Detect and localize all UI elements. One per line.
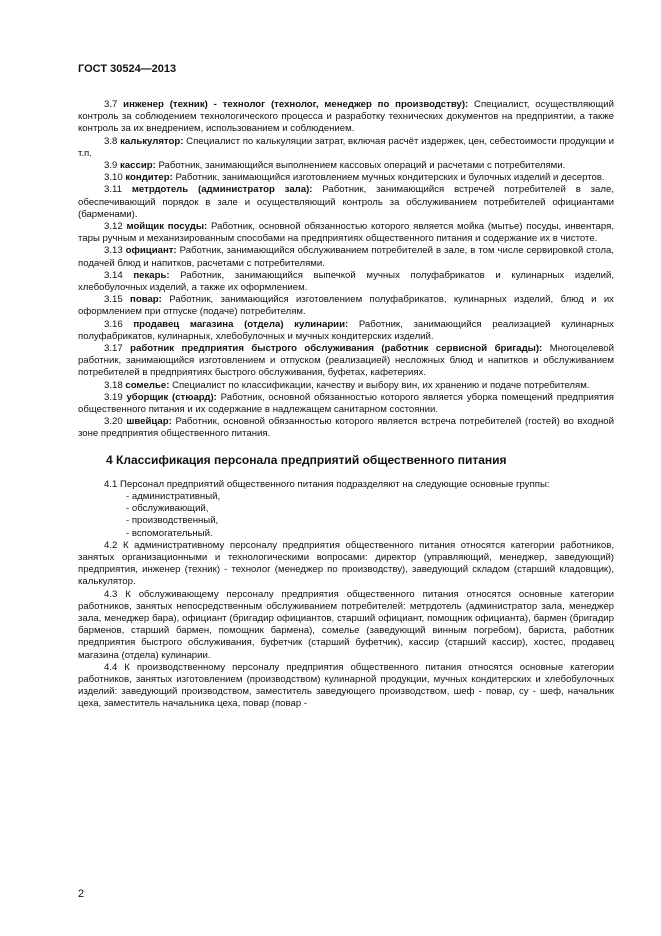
definition-number: 3.18 [104,379,123,391]
paragraph-4-1: 4.1 Персонал предприятий общественного питания подразделяют на следующие основные группы: [104,478,550,490]
definition-text: Работник, занимающийся встречей потребителей в зале, обеспечивающий порядок в зале и осуществляющий контроль за обслуживанием потребителей официантами (барменами). [78,184,614,220]
definition-3-18 [78,380,614,392]
definition-number: 3.19 [104,391,123,403]
definition-3-11 [78,184,614,221]
definition-3-16 [78,319,614,343]
definition-3-9 [78,160,614,172]
definition-term: метрдотель (администратор зала): [131,184,313,196]
definition-number: 3.12 [104,221,123,233]
definition-term: пекарь: [133,269,170,281]
definition-number: 3.9 [104,160,118,172]
definition-text: Работник, занимающийся изготовлением мучных кондитерских и булочных изделий и десертов. [175,172,605,184]
paragraph-4-2: 4.2 К административному персоналу предприятия общественного питания относятся категории работников, занятых организационными и технологическими вопросами: директор (управляющий, менеджер, заведующий) предприятия, инженер (техник) - технолог (менеджер по производству), заведующий складом (старший кладовщик), калькулятор. [78,539,614,588]
section-4-title: 4 Классификация персонала предприятий общественного питания [106,452,507,467]
definition-number: 3.17 [104,343,123,355]
paragraph-4-3: 4.3 К обслуживающему персоналу предприятия общественного питания относятся основные категории работников, занятых непосредственным обслуживанием потребителей: метрдотель (администратор зала, менеджер зала, менеджер бара), официант (бригадир официантов, старший официант, помощник официанта), бармен (бригадир барменов, старший бармен, помощник бармена), сомелье (заведующий винным погребом), бариста, работник предприятия быстрого обслуживания, буфетчик (старший буфетчик), кассир (старший кассир), хостес, продавец магазина (отдела) кулинарии. [78,588,614,661]
definition-3-12 [78,221,614,245]
definition-text: Специалист, осуществляющий контроль за соблюдением технологического процесса и разработку технических документов на предприятии, а также контроль за их внедрением, использованием и соблюдением. [78,99,614,135]
list-item: - производственный, [126,515,219,527]
definition-term: сомелье: [125,379,170,391]
definition-number: 3.14 [104,269,123,281]
definition-3-8 [78,136,614,160]
definition-3-17 [78,343,614,380]
definition-3-14 [78,270,614,294]
definition-term: кондитер: [125,172,173,184]
list-item: - вспомогательный. [126,527,213,539]
definition-number: 3.16 [104,318,123,330]
definition-text: Работник, основной обязанностью которого является мойка (мытье) посуды, инвентаря, тары ручным и механизированным способами на предприятиях общественного питания и содержание их в чистоте. [78,221,614,245]
page-content [78,99,614,711]
definition-3-7 [78,99,614,136]
definition-3-13 [78,245,614,269]
personnel-groups-list [78,491,614,540]
definition-number: 3.13 [104,245,123,257]
definition-text: Специалист по калькуляции затрат, включая расчёт издержек, цен, себестоимости продукции и т.п. [78,135,615,159]
list-item: - обслуживающий, [126,503,209,515]
definition-term: работник предприятия быстрого обслуживания (работник сервисной бригады): [130,343,543,355]
definition-number: 3.10 [104,172,123,184]
definition-text: Многоцелевой работник, занимающийся изготовлением и отпуском (реализацией) несложных блюд и напитков и обслуживанием потребителей в предприятиях быстрого обслуживания, буфетах, кафетериях. [78,343,614,379]
definition-3-20 [78,416,614,440]
definition-text: Работник, основной обязанностью которого является уборка помещений предприятия общественного питания и их содержание в надлежащем санитарном состоянии. [78,391,614,416]
definitions-list [78,99,614,441]
definition-3-10 [78,172,614,184]
definition-3-15 [78,294,614,318]
definition-number: 3.11 [104,184,122,196]
definition-term: кассир: [120,160,156,172]
definition-number: 3.8 [104,135,118,147]
page-number: 2 [78,888,85,900]
definition-term: мойщик посуды: [126,221,208,233]
document-header: ГОСТ 30524—2013 [78,63,177,75]
definition-term: повар: [130,294,162,306]
definition-text: Работник, основной обязанностью которого является встреча потребителей (гостей) во входной зоне предприятия общественного питания. [78,416,614,440]
definition-number: 3.20 [104,416,123,428]
definition-term: официант: [125,245,177,257]
definition-text: Работник, занимающийся изготовлением полуфабрикатов, кулинарных изделий, блюд и их оформлением при отпуске (подаче) потребителям. [78,294,614,318]
definition-term: швейцар: [126,416,172,428]
definition-text: Работник, занимающийся выполнением кассовых операций и расчетами с потребителями. [158,160,566,172]
definition-term: продавец магазина (отдела) кулинарии: [133,318,349,330]
definition-number: 3.15 [104,294,123,306]
definition-text: Работник, занимающийся реализацией кулинарных полуфабрикатов, кулинарных, хлебобулочных и мучных кондитерских изделий. [78,318,614,342]
definition-term: уборщик (стюард): [126,391,217,403]
definition-3-19 [78,392,614,416]
definition-term: инженер (техник) - технолог (технолог, менеджер по производству): [123,99,469,110]
definition-text: Работник, занимающийся выпечкой мучных полуфабрикатов и кулинарных изделий, хлебобулочных изделий, а также их оформлением. [78,269,614,294]
definition-number: 3.7 [104,99,118,110]
definition-text: Специалист по классификации, качеству и выбору вин, их хранению и подаче потребителям. [172,379,590,391]
definition-text: Работник, занимающийся обслуживанием потребителей в зале, в том числе сервировкой стола, подачей блюд и напитков, расчетами с потребителями. [78,245,615,269]
list-item: - административный, [126,490,221,502]
definition-term: калькулятор: [120,135,184,147]
paragraph-4-4: 4.4 К производственному персоналу предприятия общественного питания относятся основные категории работников, занятых изготовлением (производством) кулинарной продукции, мучных кондитерских и хлебобулочных изделий: заведующий производством, заместитель заведующего производством, шеф - повар, су - шеф, начальник цеха, заместитель начальника цеха, повар (повар - [78,661,614,710]
